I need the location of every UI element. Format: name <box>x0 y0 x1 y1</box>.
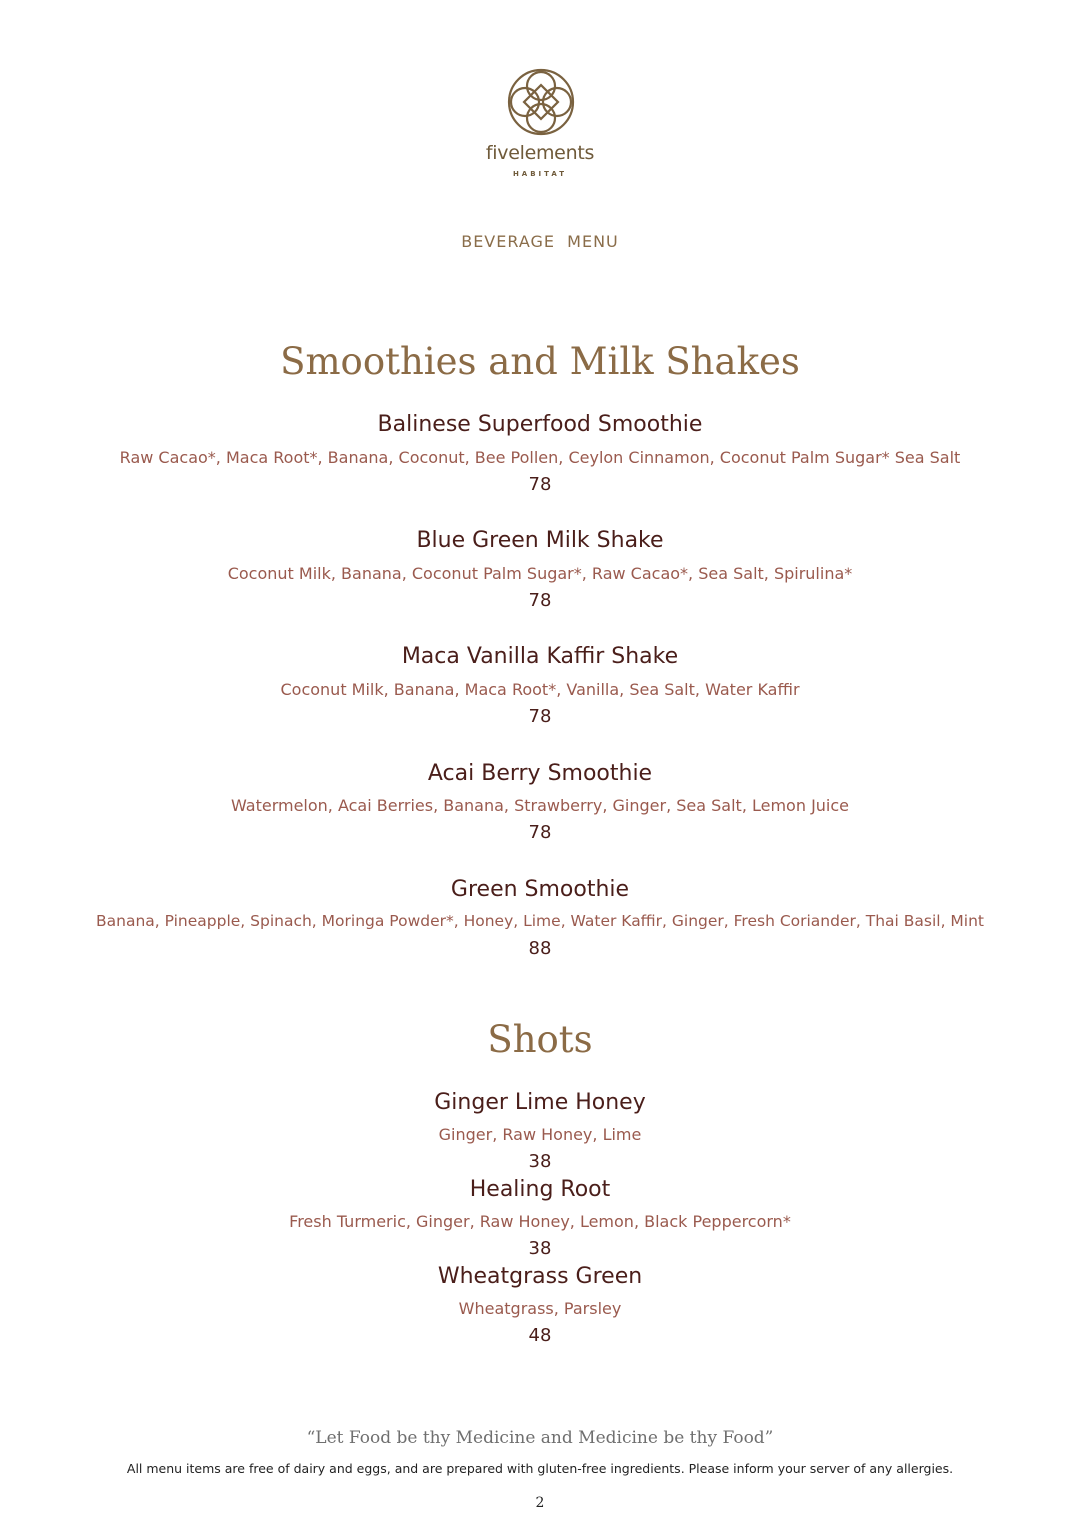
menu-item-name: Green Smoothie <box>450 877 630 902</box>
menu-item-name: Healing Root <box>469 1177 611 1202</box>
allergy-note: All menu items are free of dairy and eggs, and are prepared with gluten-free ingredients. Please inform your server of any allergies. <box>126 1461 954 1476</box>
menu-item-price: 38 <box>528 1151 552 1172</box>
footer-quote: “Let Food be thy Medicine and Medicine be thy Food” <box>306 1428 774 1448</box>
menu-item-name: Blue Green Milk Shake <box>416 528 664 553</box>
menu-item-description: Wheatgrass, Parsley <box>458 1299 622 1318</box>
menu-item-price: 78 <box>528 590 552 611</box>
menu-item-name: Maca Vanilla Kaffir Shake <box>401 644 679 669</box>
menu-item-name: Balinese Superfood Smoothie <box>377 412 703 437</box>
menu-item-description: Banana, Pineapple, Spinach, Moringa Powder*, Honey, Lime, Water Kaffir, Ginger, Fresh Coriander, Thai Basil, Mint <box>95 912 985 930</box>
menu-item-price: 78 <box>528 822 552 843</box>
brand-subtitle: HABITAT <box>512 170 568 178</box>
menu-item-name: Acai Berry Smoothie <box>427 761 653 786</box>
menu-item-price: 48 <box>528 1325 552 1346</box>
menu-item-price: 78 <box>528 474 552 495</box>
menu-item-price: 88 <box>528 938 552 959</box>
menu-item-name: Wheatgrass Green <box>437 1264 643 1289</box>
menu-item-description: Raw Cacao*, Maca Root*, Banana, Coconut, Bee Pollen, Ceylon Cinnamon, Coconut Palm Sugar* Sea Salt <box>119 448 961 467</box>
menu-label: BEVERAGE MENU <box>461 232 619 251</box>
page-number: 2 <box>535 1495 545 1511</box>
menu-item-price: 78 <box>528 706 552 727</box>
brand-logo-icon <box>505 66 577 138</box>
menu-item-description: Watermelon, Acai Berries, Banana, Strawberry, Ginger, Sea Salt, Lemon Juice <box>230 796 850 815</box>
section-title-smoothies: Smoothies and Milk Shakes <box>280 340 800 383</box>
menu-item-description: Coconut Milk, Banana, Coconut Palm Sugar*, Raw Cacao*, Sea Salt, Spirulina* <box>227 564 853 583</box>
section-title-shots: Shots <box>487 1018 593 1061</box>
brand-name: fivelements <box>485 142 595 164</box>
menu-item-description: Ginger, Raw Honey, Lime <box>438 1125 642 1144</box>
menu-item-name: Ginger Lime Honey <box>434 1090 646 1115</box>
menu-item-description: Fresh Turmeric, Ginger, Raw Honey, Lemon, Black Peppercorn* <box>289 1212 791 1231</box>
menu-item-description: Coconut Milk, Banana, Maca Root*, Vanilla, Sea Salt, Water Kaffir <box>280 680 800 699</box>
menu-item-price: 38 <box>528 1238 552 1259</box>
